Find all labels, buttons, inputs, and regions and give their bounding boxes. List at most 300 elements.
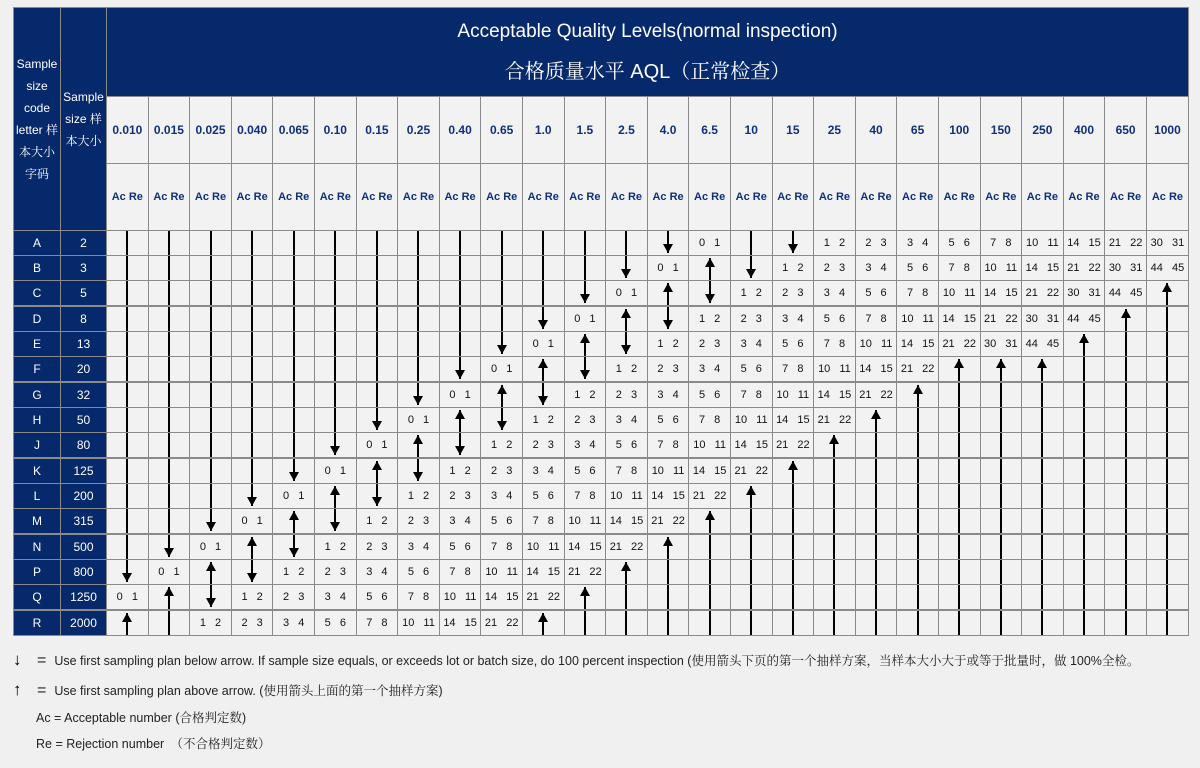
arrow-down-icon <box>398 382 440 408</box>
ac-re-value: 1 2 <box>481 433 523 459</box>
ac-re-value: 3 4 <box>315 585 357 611</box>
arrow-down-icon <box>398 332 440 357</box>
arrow-up-icon <box>1105 357 1147 383</box>
arrow-up-icon <box>1146 332 1188 357</box>
ac-re-value: 10 11 <box>606 484 648 509</box>
arrow-down-icon <box>398 357 440 383</box>
ac-re-value: 21 22 <box>647 509 689 535</box>
code-letter: G <box>14 382 61 408</box>
arrow-down-icon <box>107 484 149 509</box>
sample-size: 13 <box>61 332 107 357</box>
arrow-down-icon <box>356 281 398 307</box>
arrow-down-icon <box>522 306 564 332</box>
ac-re-value: 10 11 <box>439 585 481 611</box>
arrow-down-icon <box>439 357 481 383</box>
arrow-up-icon <box>772 509 814 535</box>
ac-re-header: Ac Re <box>980 164 1022 231</box>
arrow-up-icon <box>647 610 689 636</box>
aql-level-header: 6.5 <box>689 97 731 164</box>
ac-re-value: 5 6 <box>897 256 939 281</box>
aql-level-header: 650 <box>1105 97 1147 164</box>
arrow-up-icon <box>689 256 731 281</box>
legend-re: Re = Rejection number （不合格判定数） <box>36 737 271 751</box>
arrow-up-icon <box>689 560 731 585</box>
arrow-up-icon <box>980 509 1022 535</box>
arrow-up-icon <box>814 560 856 585</box>
arrow-down-icon <box>772 231 814 256</box>
arrow-up-icon <box>1105 534 1147 560</box>
ac-re-header: Ac Re <box>730 164 772 231</box>
sample-size: 5 <box>61 281 107 307</box>
arrow-down-icon <box>439 256 481 281</box>
arrow-down-icon <box>107 357 149 383</box>
table-row <box>14 509 1189 535</box>
ac-re-header: Ac Re <box>273 164 315 231</box>
arrow-down-icon <box>107 256 149 281</box>
arrow-up-icon <box>772 458 814 484</box>
ac-re-value: 3 4 <box>897 231 939 256</box>
aql-level-header: 0.025 <box>190 97 232 164</box>
ac-re-value: 0 1 <box>606 281 648 307</box>
arrow-down-icon <box>315 281 357 307</box>
arrow-down-icon <box>148 484 190 509</box>
arrow-up-icon <box>855 585 897 611</box>
arrow-down-icon <box>107 382 149 408</box>
ac-re-value: 10 11 <box>772 382 814 408</box>
arrow-up-icon <box>1063 357 1105 383</box>
arrow-up-icon <box>855 408 897 433</box>
ac-re-value: 3 4 <box>273 610 315 636</box>
arrow-down-icon <box>356 231 398 256</box>
arrow-up-icon <box>897 585 939 611</box>
arrow-up-icon <box>855 433 897 459</box>
arrow-down-icon <box>564 231 606 256</box>
arrow-up-icon <box>107 610 149 636</box>
table-row <box>14 306 1189 332</box>
arrow-up-icon <box>855 458 897 484</box>
title-english: Acceptable Quality Levels(normal inspection) <box>457 20 838 42</box>
ac-re-value: 5 6 <box>439 534 481 560</box>
sample-size: 800 <box>61 560 107 585</box>
ac-re-header: Ac Re <box>439 164 481 231</box>
arrow-up-icon <box>938 484 980 509</box>
ac-re-header: Ac Re <box>522 164 564 231</box>
ac-re-value: 5 6 <box>522 484 564 509</box>
ac-re-value: 1 2 <box>231 585 273 611</box>
sample-size-header: Sample size 样本大小 <box>61 8 107 231</box>
ac-re-value: 3 4 <box>647 382 689 408</box>
arrow-up-icon <box>1022 585 1064 611</box>
ac-re-value: 7 8 <box>606 458 648 484</box>
arrow-up-icon <box>231 534 273 560</box>
arrow-up-icon <box>772 560 814 585</box>
ac-re-value: 2 3 <box>606 382 648 408</box>
ac-re-value: 1 2 <box>522 408 564 433</box>
ac-re-value: 1 2 <box>647 332 689 357</box>
code-letter: P <box>14 560 61 585</box>
code-letter: Q <box>14 585 61 611</box>
arrow-up-icon <box>1022 458 1064 484</box>
ac-re-value: 1 2 <box>315 534 357 560</box>
arrow-down-icon <box>190 382 232 408</box>
ac-re-value: 14 15 <box>606 509 648 535</box>
arrow-down-icon <box>273 332 315 357</box>
arrow-down-icon <box>315 357 357 383</box>
arrow-down-icon <box>148 306 190 332</box>
arrow-up-icon <box>897 534 939 560</box>
ac-re-value: 3 4 <box>730 332 772 357</box>
ac-re-value: 3 4 <box>439 509 481 535</box>
sample-size: 32 <box>61 382 107 408</box>
ac-re-value: 3 4 <box>398 534 440 560</box>
code-letter: N <box>14 534 61 560</box>
ac-re-value: 44 45 <box>1146 256 1188 281</box>
arrow-down-icon <box>190 585 232 611</box>
arrow-up-icon <box>772 484 814 509</box>
arrow-up-icon <box>1146 534 1188 560</box>
ac-re-value: 14 15 <box>439 610 481 636</box>
arrow-down-icon <box>107 231 149 256</box>
arrow-up-icon <box>564 585 606 611</box>
ac-re-value: 0 1 <box>647 256 689 281</box>
ac-re-value: 2 3 <box>231 610 273 636</box>
arrow-up-icon <box>855 484 897 509</box>
ac-re-value: 3 4 <box>564 433 606 459</box>
ac-re-value: 14 15 <box>980 281 1022 307</box>
ac-re-value: 3 4 <box>772 306 814 332</box>
table-row <box>14 560 1189 585</box>
ac-re-value: 10 11 <box>730 408 772 433</box>
arrow-up-icon <box>897 560 939 585</box>
sample-size: 500 <box>61 534 107 560</box>
ac-re-header: Ac Re <box>772 164 814 231</box>
arrow-up-icon <box>772 534 814 560</box>
arrow-up-icon <box>689 534 731 560</box>
arrow-up-icon <box>190 560 232 585</box>
ac-re-value: 21 22 <box>814 408 856 433</box>
arrow-down-icon <box>148 256 190 281</box>
ac-re-header: Ac Re <box>315 164 357 231</box>
ac-re-value: 7 8 <box>356 610 398 636</box>
arrow-down-icon <box>148 509 190 535</box>
ac-re-value: 21 22 <box>938 332 980 357</box>
equals-sign: = <box>37 682 47 699</box>
arrow-up-icon <box>772 585 814 611</box>
arrow-up-icon <box>814 484 856 509</box>
ac-re-value: 21 22 <box>606 534 648 560</box>
arrow-down-icon <box>107 332 149 357</box>
ac-re-value: 2 3 <box>398 509 440 535</box>
ac-re-header: Ac Re <box>689 164 731 231</box>
arrow-down-icon <box>564 281 606 307</box>
arrow-down-icon <box>190 458 232 484</box>
arrow-down-icon <box>398 231 440 256</box>
arrow-down-icon <box>231 560 273 585</box>
ac-re-header: Ac Re <box>606 164 648 231</box>
arrow-up-icon <box>1063 534 1105 560</box>
arrow-down-icon <box>398 306 440 332</box>
arrow-up-icon <box>814 433 856 459</box>
arrow-down-icon <box>231 382 273 408</box>
arrow-up-icon <box>522 610 564 636</box>
arrow-up-icon <box>980 610 1022 636</box>
sample-size: 80 <box>61 433 107 459</box>
arrow-down-icon <box>481 408 523 433</box>
arrow-up-icon <box>897 408 939 433</box>
arrow-up-icon <box>1022 382 1064 408</box>
arrow-down-icon <box>356 484 398 509</box>
arrow-up-icon <box>522 357 564 383</box>
ac-re-value: 14 15 <box>1022 256 1064 281</box>
arrow-down-icon <box>107 281 149 307</box>
arrow-up-icon <box>980 534 1022 560</box>
arrow-down-icon <box>107 509 149 535</box>
ac-re-value: 14 15 <box>689 458 731 484</box>
ac-re-value: 14 15 <box>730 433 772 459</box>
arrow-down-icon <box>231 433 273 459</box>
table-row <box>14 458 1189 484</box>
ac-re-value: 21 22 <box>1063 256 1105 281</box>
arrow-down-icon <box>148 382 190 408</box>
aql-level-header: 1.5 <box>564 97 606 164</box>
aql-level-header: 0.65 <box>481 97 523 164</box>
ac-re-value: 0 1 <box>107 585 149 611</box>
ac-re-value: 10 11 <box>1022 231 1064 256</box>
arrow-up-icon <box>897 509 939 535</box>
legend-up-text: Use first sampling plan above arrow. (使用箭头上面的第一个抽样方案) <box>54 684 443 698</box>
arrow-down-icon <box>273 256 315 281</box>
ac-re-value: 0 1 <box>481 357 523 383</box>
table-row <box>14 610 1189 636</box>
arrow-down-icon <box>439 433 481 459</box>
code-letter: L <box>14 484 61 509</box>
ac-re-value: 14 15 <box>1063 231 1105 256</box>
ac-re-value: 2 3 <box>730 306 772 332</box>
ac-re-header: Ac Re <box>190 164 232 231</box>
arrow-up-icon <box>1105 408 1147 433</box>
arrow-up-icon <box>1105 484 1147 509</box>
arrow-up-icon <box>730 585 772 611</box>
arrow-up-icon <box>730 509 772 535</box>
code-letter: C <box>14 281 61 307</box>
arrow-up-icon <box>1022 560 1064 585</box>
ac-re-header: Ac Re <box>148 164 190 231</box>
arrow-up-icon <box>980 357 1022 383</box>
ac-re-value: 0 1 <box>522 332 564 357</box>
arrow-up-icon <box>1146 610 1188 636</box>
ac-re-value: 21 22 <box>897 357 939 383</box>
ac-re-value: 5 6 <box>855 281 897 307</box>
arrow-down-icon <box>148 534 190 560</box>
ac-re-header: Ac Re <box>855 164 897 231</box>
ac-re-value: 2 3 <box>855 231 897 256</box>
sample-size: 2 <box>61 231 107 256</box>
arrow-up-icon <box>897 458 939 484</box>
code-letter: M <box>14 509 61 535</box>
arrow-down-icon <box>481 332 523 357</box>
aql-level-header: 15 <box>772 97 814 164</box>
arrow-up-icon <box>689 610 731 636</box>
ac-re-value: 5 6 <box>772 332 814 357</box>
code-letter: E <box>14 332 61 357</box>
arrow-down-icon <box>148 231 190 256</box>
table-row <box>14 382 1189 408</box>
arrow-up-icon <box>980 382 1022 408</box>
arrow-down-icon <box>273 231 315 256</box>
ac-re-header: Ac Re <box>647 164 689 231</box>
ac-re-value: 1 2 <box>772 256 814 281</box>
arrow-up-icon <box>730 610 772 636</box>
aql-level-header: 0.015 <box>148 97 190 164</box>
arrow-up-icon <box>938 560 980 585</box>
arrow-up-icon <box>647 281 689 307</box>
arrow-up-icon <box>938 534 980 560</box>
arrow-down-icon <box>647 306 689 332</box>
ac-re-value: 1 2 <box>730 281 772 307</box>
arrow-up-icon <box>1063 509 1105 535</box>
ac-re-value: 7 8 <box>980 231 1022 256</box>
ac-re-value: 14 15 <box>897 332 939 357</box>
code-letter-header: Sample size code letter 样本大小字码 <box>14 8 61 231</box>
arrow-down-icon <box>148 433 190 459</box>
ac-re-value: 5 6 <box>647 408 689 433</box>
aql-level-header: 250 <box>1022 97 1064 164</box>
arrow-up-icon <box>730 534 772 560</box>
ac-re-value: 0 1 <box>148 560 190 585</box>
arrow-down-icon <box>356 306 398 332</box>
ac-re-value: 5 6 <box>606 433 648 459</box>
arrow-up-icon <box>647 534 689 560</box>
ac-re-value: 1 2 <box>356 509 398 535</box>
table-title <box>107 8 1189 97</box>
ac-re-value: 7 8 <box>730 382 772 408</box>
arrow-up-icon <box>398 433 440 459</box>
ac-re-value: 7 8 <box>897 281 939 307</box>
sample-size: 8 <box>61 306 107 332</box>
arrow-down-icon <box>356 256 398 281</box>
ac-re-value: 3 4 <box>814 281 856 307</box>
arrow-down-icon <box>522 256 564 281</box>
ac-re-value: 10 11 <box>564 509 606 535</box>
aql-level-header: 0.25 <box>398 97 440 164</box>
arrow-up-icon <box>1105 560 1147 585</box>
aql-level-header: 0.40 <box>439 97 481 164</box>
aql-level-header: 100 <box>938 97 980 164</box>
sample-size: 125 <box>61 458 107 484</box>
ac-re-value: 3 4 <box>356 560 398 585</box>
arrow-up-icon <box>897 484 939 509</box>
arrow-up-icon <box>730 484 772 509</box>
arrow-down-icon <box>273 382 315 408</box>
aql-level-header: 0.010 <box>107 97 149 164</box>
arrow-up-icon <box>938 585 980 611</box>
table-row <box>14 256 1189 281</box>
arrow-down-icon <box>730 256 772 281</box>
ac-re-value: 0 1 <box>439 382 481 408</box>
arrow-up-icon <box>938 610 980 636</box>
arrow-up-icon: ↑ <box>13 680 22 699</box>
arrow-down-icon <box>273 408 315 433</box>
sample-size: 20 <box>61 357 107 383</box>
ac-re-value: 0 1 <box>356 433 398 459</box>
arrow-up-icon <box>1022 509 1064 535</box>
table-row <box>14 484 1189 509</box>
ac-re-value: 2 3 <box>647 357 689 383</box>
arrow-up-icon <box>1063 458 1105 484</box>
ac-re-value: 5 6 <box>938 231 980 256</box>
arrow-up-icon <box>980 585 1022 611</box>
ac-re-value: 14 15 <box>814 382 856 408</box>
table-row <box>14 433 1189 459</box>
ac-re-value: 3 4 <box>606 408 648 433</box>
aql-level-header: 2.5 <box>606 97 648 164</box>
arrow-down-icon <box>564 256 606 281</box>
sample-size: 50 <box>61 408 107 433</box>
aql-level-header: 25 <box>814 97 856 164</box>
arrow-down-icon <box>107 408 149 433</box>
arrow-up-icon <box>148 585 190 611</box>
arrow-down-icon <box>273 433 315 459</box>
ac-re-value: 2 3 <box>522 433 564 459</box>
ac-re-value: 1 2 <box>814 231 856 256</box>
ac-re-value: 30 31 <box>1063 281 1105 307</box>
aql-level-header: 1.0 <box>522 97 564 164</box>
arrow-down-icon <box>107 433 149 459</box>
arrow-up-icon <box>1146 458 1188 484</box>
legend-up <box>13 680 443 700</box>
table-row <box>14 332 1189 357</box>
ac-re-value: 7 8 <box>398 585 440 611</box>
arrow-up-icon <box>1022 610 1064 636</box>
code-letter: J <box>14 433 61 459</box>
arrow-down-icon <box>606 332 648 357</box>
arrow-up-icon <box>980 458 1022 484</box>
aql-level-header: 0.065 <box>273 97 315 164</box>
ac-re-value: 30 31 <box>1022 306 1064 332</box>
ac-re-value: 3 4 <box>481 484 523 509</box>
arrow-up-icon <box>897 433 939 459</box>
arrow-up-icon <box>606 585 648 611</box>
arrow-down-icon <box>231 458 273 484</box>
arrow-down-icon <box>356 357 398 383</box>
ac-re-row <box>14 164 1189 231</box>
ac-re-value: 3 4 <box>522 458 564 484</box>
title-chinese: 合格质量水平 AQL（正常检查） <box>504 60 791 83</box>
ac-re-value: 5 6 <box>564 458 606 484</box>
ac-re-value: 14 15 <box>522 560 564 585</box>
arrow-down-icon <box>190 281 232 307</box>
arrow-down-icon <box>315 256 357 281</box>
ac-re-value: 0 1 <box>190 534 232 560</box>
arrow-up-icon <box>1063 382 1105 408</box>
arrow-up-icon <box>1022 534 1064 560</box>
arrow-up-icon <box>938 357 980 383</box>
arrow-down-icon <box>315 509 357 535</box>
ac-re-header: Ac Re <box>107 164 149 231</box>
ac-re-value: 44 45 <box>1105 281 1147 307</box>
ac-re-header: Ac Re <box>356 164 398 231</box>
arrow-down-icon <box>148 408 190 433</box>
arrow-down-icon <box>148 281 190 307</box>
arrow-up-icon <box>1146 306 1188 332</box>
arrow-up-icon <box>1063 560 1105 585</box>
arrow-down-icon <box>273 281 315 307</box>
ac-re-value: 2 3 <box>356 534 398 560</box>
arrow-up-icon <box>1146 357 1188 383</box>
ac-re-value: 1 2 <box>564 382 606 408</box>
equals-sign: = <box>37 652 47 669</box>
arrow-down-icon <box>190 408 232 433</box>
